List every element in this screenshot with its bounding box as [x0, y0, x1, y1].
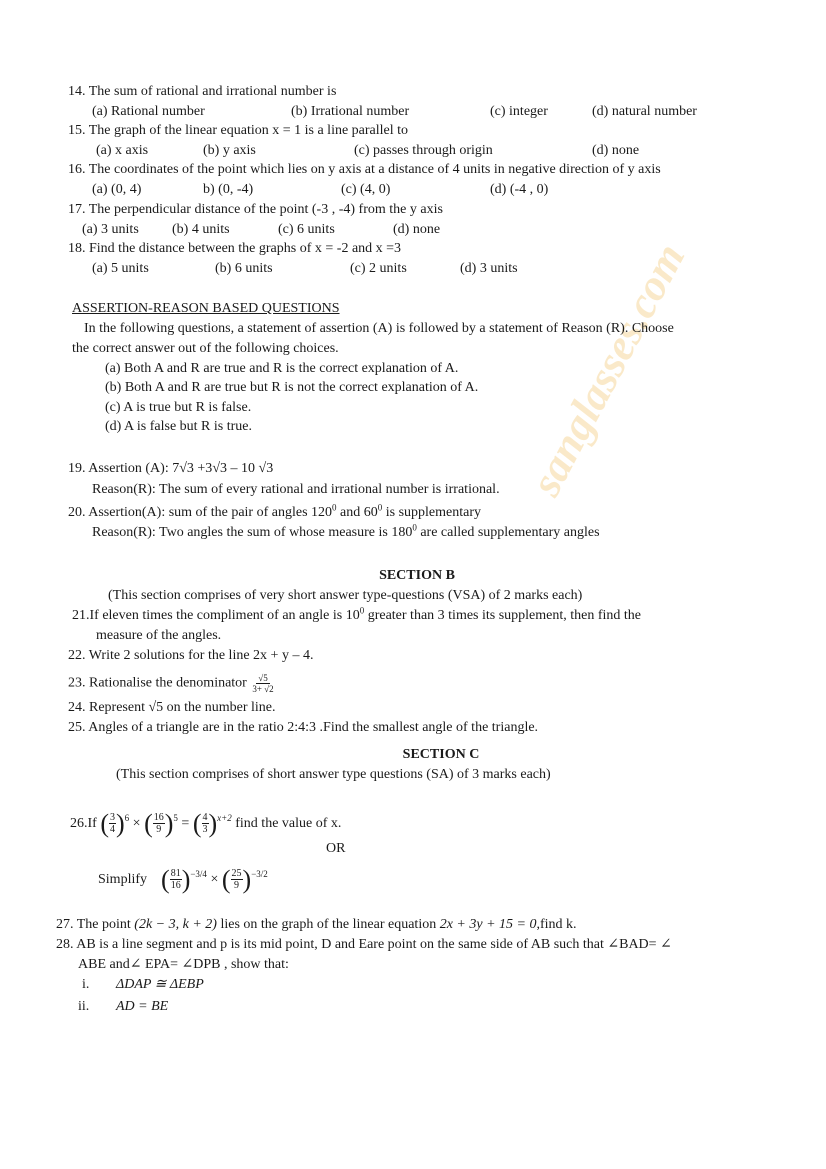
question-17: 17. The perpendicular distance of the point (-3 , -4) from the y axis	[68, 202, 443, 217]
q28-sub-ii-text: AD = BE	[116, 999, 169, 1014]
exponent: 6	[124, 813, 130, 823]
sqrt-symbol: √	[212, 461, 220, 476]
q18-option-c: (c) 2 units	[350, 261, 407, 276]
question-25: 25. Angles of a triangle are in the ratio 2:4:3 .Find the smallest angle of the triangle.	[68, 720, 539, 735]
q20-assertion-part2: and 60	[336, 505, 378, 520]
ar-choice-d: (d) A is false but R is true.	[105, 419, 252, 434]
question-14: 14. The sum of rational and irrational number is	[68, 84, 337, 99]
q18-option-b: (b) 6 units	[215, 261, 273, 276]
q15-option-c: (c) passes through origin	[354, 143, 493, 158]
section-b-heading: SECTION B	[379, 568, 455, 583]
or-label: OR	[326, 841, 346, 856]
q23-text: 23. Rationalise the denominator	[68, 675, 247, 691]
degree-superscript: 0	[412, 522, 417, 533]
q28-sub-i-text: ΔDAP ≅ ΔEBP	[116, 977, 204, 992]
degree-superscript: 0	[377, 502, 383, 513]
numerator: 25	[231, 868, 242, 880]
degree-superscript: 0	[332, 502, 337, 513]
times-symbol: ×	[210, 872, 219, 887]
q26-fraction-3: ( $\frac{4}{3}$ )	[192, 808, 218, 838]
exponent: 5	[173, 813, 178, 823]
q15-option-b: (b) y axis	[203, 143, 256, 158]
exponent: −3/2	[251, 869, 268, 879]
sqrt-symbol: √	[179, 461, 187, 476]
simplify-fraction-1: ( $\frac{81}{16}$ )	[161, 864, 191, 894]
ar-intro-line2: the correct answer out of the following choices.	[72, 341, 339, 356]
q19-assertion-part1: 3 +3	[186, 461, 213, 476]
q16-option-b: b) (0, -4)	[203, 182, 254, 197]
question-22: 22. Write 2 solutions for the line 2x + y – 4.	[68, 648, 314, 663]
q14-option-c: (c) integer	[490, 104, 548, 119]
q19-assertion-part3: 3	[266, 461, 274, 476]
ar-choice-c: (c) A is true but R is false.	[105, 400, 252, 415]
q27-part2: lies on the graph of the linear equation	[216, 917, 440, 932]
section-c-heading: SECTION C	[402, 747, 480, 762]
question-27	[56, 916, 577, 933]
q20-assertion	[68, 504, 481, 521]
question-21-line2: measure of the angles.	[96, 628, 222, 643]
question-28-line1: 28. AB is a line segment and p is its mid point, D and Eare point on the same side of AB such that ∠BAD= ∠	[56, 937, 672, 952]
sqrt-symbol: √	[258, 461, 267, 476]
q16-option-d: (d) (-4 , 0)	[490, 182, 549, 197]
question-15: 15. The graph of the linear equation x = 1 is a line parallel to	[68, 123, 409, 138]
question-18: 18. Find the distance between the graphs of x = -2 and x =3	[68, 241, 402, 256]
q14-option-a: (a) Rational number	[92, 104, 205, 119]
q17-option-c: (c) 6 units	[278, 222, 335, 237]
q20-assertion-part1: 20. Assertion(A): sum of the pair of angles 120	[68, 505, 333, 520]
q26-fraction-2: ( $\frac{16}{9}$ )	[144, 808, 174, 838]
q28-sub-i-label: i.	[82, 977, 90, 992]
q23-numerator: √5	[258, 673, 268, 683]
q14-option-d: (d) natural number	[592, 104, 697, 119]
q18-option-d: (d) 3 units	[460, 261, 518, 276]
question-23	[68, 673, 276, 694]
simplify-expression	[98, 862, 268, 898]
q26-prefix: 26.If	[70, 816, 97, 831]
q17-option-d: (d) none	[393, 222, 441, 237]
q16-option-a: (a) (0, 4)	[92, 182, 142, 197]
ar-choice-a: (a) Both A and R are true and R is the correct explanation of A.	[105, 361, 459, 376]
numerator: 81	[170, 868, 181, 880]
q20-assertion-part3: is supplementary	[382, 505, 481, 520]
q20-reason-part1: Reason(R): Two angles the sum of whose measure is 180	[92, 525, 413, 540]
ar-choice-b: (b) Both A and R are true but R is not the correct explanation of A.	[105, 380, 479, 395]
q27-equation: 2x + 3y + 15 = 0	[439, 917, 537, 932]
simplify-label: Simplify	[98, 872, 148, 887]
exponent: x+2	[217, 813, 232, 823]
q15-option-d: (d) none	[592, 143, 640, 158]
question-21-line1	[72, 607, 641, 624]
q15-option-a: (a) x axis	[96, 143, 149, 158]
degree-superscript: 0	[359, 605, 365, 616]
equals-symbol: =	[181, 816, 190, 831]
q28-sub-ii-label: ii.	[78, 999, 90, 1014]
denominator: 16	[170, 880, 181, 892]
denominator: 9	[156, 824, 162, 836]
question-28-line2: ABE and∠ EPA= ∠DPB , show that:	[78, 957, 289, 972]
q19-assertion	[68, 460, 273, 477]
question-24: 24. Represent √5 on the number line.	[68, 700, 276, 715]
q23-fraction	[252, 673, 273, 694]
q21-part1: 21.If eleven times the compliment of an angle is 10	[72, 608, 360, 623]
section-b-subheading: (This section comprises of very short answer type-questions (VSA) of 2 marks each)	[108, 588, 583, 603]
q26-fraction-1: ( $\frac{3}{4}$ )	[100, 808, 125, 838]
q16-option-c: (c) (4, 0)	[341, 182, 391, 197]
q18-option-a: (a) 5 units	[92, 261, 149, 276]
q19-assertion-part2: 3 – 10	[220, 461, 259, 476]
denominator: 9	[234, 880, 240, 892]
q27-part3: ,find k.	[536, 917, 577, 932]
q27-part1: 27. The point	[56, 917, 135, 932]
q19-reason: Reason(R): The sum of every rational and irrational number is irrational.	[92, 482, 500, 497]
section-c-subheading: (This section comprises of short answer type questions (SA) of 3 marks each)	[116, 767, 551, 782]
ar-intro-line1: In the following questions, a statement of assertion (A) is followed by a statement of Reason (R). Choose	[84, 321, 674, 336]
q23-denominator: 3+ √2	[252, 684, 274, 694]
ar-heading: ASSERTION-REASON BASED QUESTIONS	[72, 301, 340, 316]
exponent: −3/4	[190, 869, 207, 879]
times-symbol: ×	[132, 816, 141, 831]
simplify-fraction-2: ( $\frac{25}{9}$ )	[221, 864, 252, 894]
q17-option-b: (b) 4 units	[172, 222, 230, 237]
q27-point: (2k − 3, k + 2)	[134, 917, 217, 932]
question-26	[70, 806, 341, 842]
watermark: sanglasses.com	[520, 235, 695, 504]
q14-option-b: (b) Irrational number	[291, 104, 410, 119]
question-16: 16. The coordinates of the point which lies on y axis at a distance of 4 units in negative direction of y axis	[68, 162, 661, 177]
q21-part2: greater than 3 times its supplement, then find the	[364, 608, 642, 623]
q26-suffix: find the value of x.	[235, 816, 342, 831]
numerator: 4	[202, 812, 208, 824]
denominator: 4	[110, 824, 115, 836]
numerator: 3	[110, 812, 115, 824]
q17-option-a: (a) 3 units	[82, 222, 139, 237]
denominator: 3	[202, 824, 208, 836]
q20-reason	[92, 524, 600, 541]
q19-assertion-prefix: 19. Assertion (A): 7	[68, 461, 180, 476]
q20-reason-part2: are called supplementary angles	[416, 525, 600, 540]
numerator: 16	[153, 812, 164, 824]
